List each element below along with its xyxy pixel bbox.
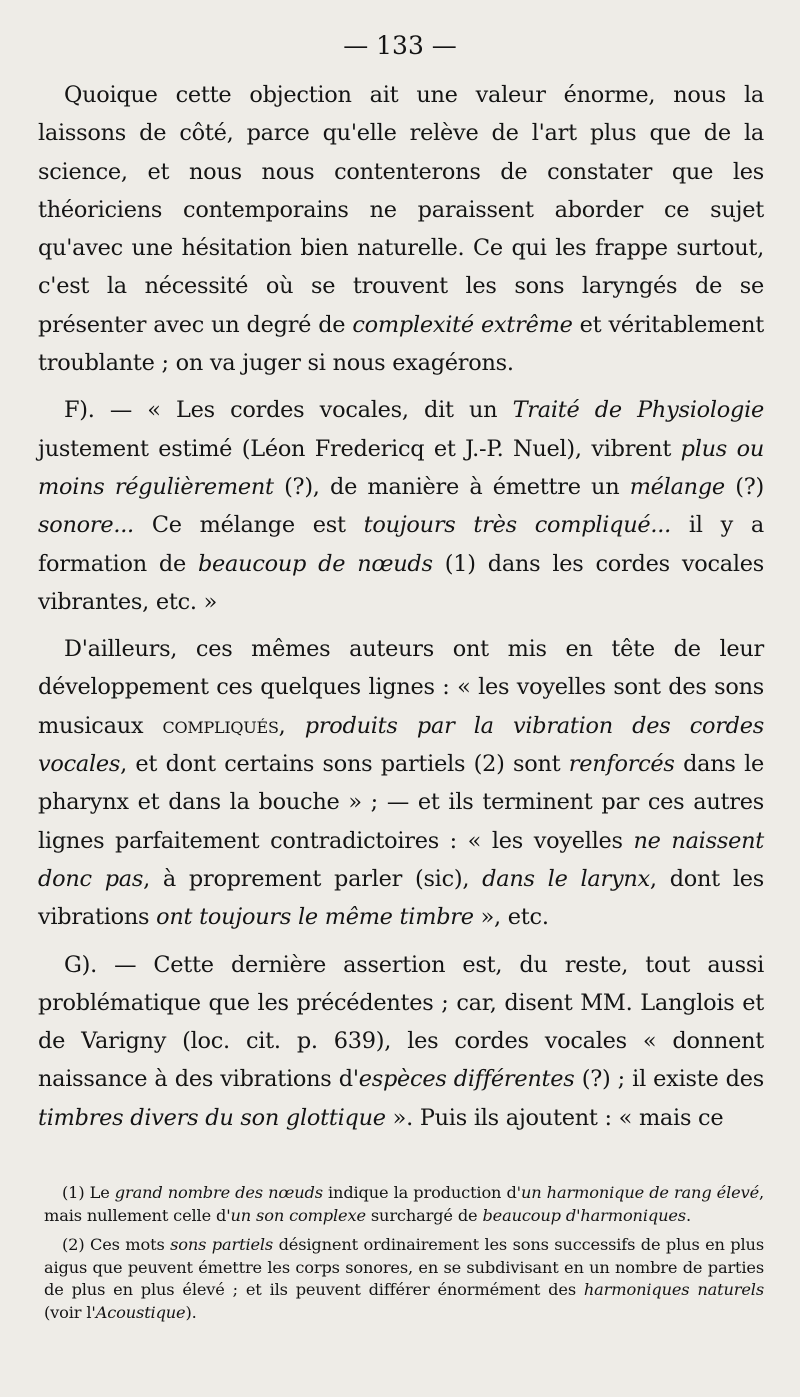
text-run: dans le pharynx et dans la bouche » ; — et ils terminent par ces autres lignes parfaitement contradictoires : « les voyelles: [38, 751, 764, 854]
text-run: , dont les vibrations: [38, 865, 764, 931]
text-run: surchargé de: [365, 1205, 483, 1225]
text-run: G). — Cette dernière assertion est, du reste, tout aussi problématique que les précédentes ; car, disent MM. Langlois et de Varigny (loc. cit. p. 639), les cordes vocales « donnent naissance à des vibrations d': [38, 951, 764, 1093]
footnotes: [44, 1182, 764, 1331]
italic-text: sons partiels: [170, 1235, 274, 1254]
text-run: Quoique cette objection ait une valeur énorme, nous la laissons de côté, parce qu'elle relève de l'art plus que de la science, et nous nous contenterons de constater que les théoriciens contemporains ne paraissent aborder ce sujet qu'avec une hésitation bien naturelle. Ce qui les frappe surtout, c'est la nécessité où se trouvent les sons laryngés de se présenter avec un degré de: [38, 82, 764, 338]
text-run: (?) ; il existe des: [574, 1066, 764, 1093]
italic-text: complexité extrême: [352, 311, 573, 338]
text-run: Ce mélange est: [133, 512, 364, 539]
italic-text: mélange: [629, 473, 725, 500]
footnote-2: [44, 1234, 764, 1324]
text-run: et véritablement troublante ; on va juger si nous exagérons.: [38, 311, 764, 377]
italic-text: un harmonique de rang élevé: [520, 1183, 759, 1202]
text-run: .: [685, 1205, 691, 1225]
italic-text: Traité de Physiologie: [512, 397, 764, 424]
italic-text: sonore...: [38, 512, 134, 539]
paragraph-intro: [38, 76, 764, 382]
text-run: , mais nullement celle d': [44, 1183, 764, 1225]
text-run: désignent ordinairement les sons successifs de plus en plus aigus que peuvent émettre les corps sonores, en se subdivisant en un nombre de parties de plus en plus élevé ; et ils peuvent différer énormément des: [44, 1235, 764, 1299]
italic-text: timbres divers du son glottique: [38, 1104, 386, 1131]
italic-text: ont toujours le même timbre: [156, 904, 474, 931]
small-caps-text: compliqués: [162, 712, 279, 739]
main-text: [38, 76, 764, 1146]
italic-text: grand nombre des nœuds: [114, 1183, 323, 1202]
text-run: ,: [278, 712, 305, 739]
paragraph-g: [38, 946, 764, 1137]
italic-text: espèces différentes: [358, 1066, 575, 1093]
text-run: justement estimé (Léon Fredericq et J.-P. Nuel), vibrent: [38, 435, 681, 462]
paragraph-dailleurs: [38, 630, 764, 936]
footnote-1: [44, 1182, 764, 1227]
text-run: (1) dans les cordes vocales vibrantes, etc. »: [38, 550, 764, 615]
italic-text: renforcés: [568, 751, 675, 778]
italic-text: Acoustique: [95, 1302, 186, 1322]
italic-text: dans le larynx: [482, 865, 650, 892]
text-run: (1) Le: [62, 1183, 115, 1202]
paragraph-f: [38, 391, 764, 621]
text-run: , et dont certains sons partiels (2) sont: [120, 751, 569, 778]
text-run: il y a formation de: [38, 512, 764, 577]
text-run: ).: [185, 1302, 197, 1322]
text-run: ». Puis ils ajoutent : « mais ce: [385, 1104, 724, 1131]
italic-text: beaucoup d'harmoniques: [482, 1205, 686, 1225]
text-run: (?): [724, 473, 764, 500]
italic-text: un son complexe: [230, 1205, 366, 1225]
page-number: — 133 —: [343, 31, 457, 60]
italic-text: ne naissent donc pas: [38, 827, 764, 892]
italic-text: produits par la vibration des cordes vocales: [38, 712, 764, 778]
text-run: (?), de manière à émettre un: [273, 473, 630, 500]
text-run: (voir l': [44, 1302, 96, 1322]
text-run: indique la production d': [322, 1183, 521, 1202]
italic-text: toujours très compliqué...: [363, 512, 672, 539]
text-run: », etc.: [473, 904, 549, 931]
text-run: D'ailleurs, ces mêmes auteurs ont mis en tête de leur développement ces quelques lignes : « les voyelles sont des sons musicaux: [38, 636, 764, 739]
italic-text: beaucoup de nœuds: [197, 550, 433, 577]
text-run: , à proprement parler (sic),: [143, 865, 483, 892]
text-run: (2) Ces mots: [62, 1235, 171, 1254]
text-run: F). — « Les cordes vocales, dit un: [64, 397, 513, 424]
italic-text: harmoniques naturels: [583, 1280, 764, 1299]
italic-text: plus ou moins régulièrement: [38, 435, 764, 500]
